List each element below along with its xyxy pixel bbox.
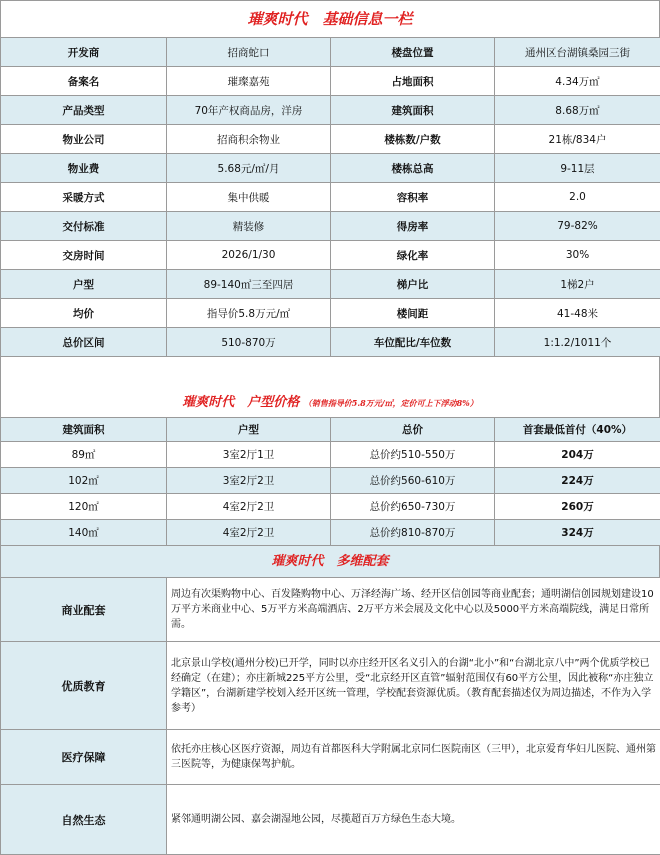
amenity-row <box>1 785 660 855</box>
table-cell: 89㎡ <box>1 442 167 468</box>
table-row <box>1 212 660 241</box>
table-row <box>1 183 660 212</box>
basic-info-title-bar <box>0 0 660 37</box>
amenity-row <box>1 730 660 785</box>
field-value: 30% <box>495 241 660 270</box>
table-cell: 3室2厅1卫 <box>167 442 331 468</box>
table-cell: 224万 <box>495 468 660 494</box>
basic-info-table <box>0 37 660 357</box>
table-row <box>1 154 660 183</box>
field-label: 产品类型 <box>1 96 167 125</box>
field-label: 均价 <box>1 299 167 328</box>
basic-info-title: 璀爽时代 基础信息一栏 <box>247 10 412 28</box>
field-value: 璀璨嘉苑 <box>167 67 331 96</box>
field-label: 车位配比/车位数 <box>331 328 495 357</box>
field-value: 89-140㎡三至四居 <box>167 270 331 299</box>
field-value: 5.68元/㎡/月 <box>167 154 331 183</box>
field-label: 楼间距 <box>331 299 495 328</box>
field-value: 1梯2户 <box>495 270 660 299</box>
field-value: 招商积余物业 <box>167 125 331 154</box>
field-label: 楼栋总高 <box>331 154 495 183</box>
section-gap <box>0 357 660 389</box>
table-row <box>1 520 660 546</box>
field-label: 绿化率 <box>331 241 495 270</box>
table-row <box>1 96 660 125</box>
table-cell: 4室2厅2卫 <box>167 494 331 520</box>
field-label: 得房率 <box>331 212 495 241</box>
field-label: 备案名 <box>1 67 167 96</box>
table-cell: 总价约510-550万 <box>331 442 495 468</box>
column-header: 首套最低首付（40%） <box>495 418 660 442</box>
table-row <box>1 125 660 154</box>
amenity-label: 商业配套 <box>1 578 167 642</box>
field-label: 交房时间 <box>1 241 167 270</box>
amenity-description: 北京景山学校(通州分校)已开学，同时以亦庄经开区名义引入的台湖“北小”和“台湖北京八中”两个优质学校已经确定（在建）；亦庄新城225平方公里，受“北京经开区直管”辐射范围仅有60平方公里，因此被称“亦庄独立学籍区”，台湖新建学校划入经开区统一管理，学校配套资源优质。（教育配套描述仅为周边描述，不作为入学参考） <box>167 642 660 730</box>
field-value: 41-48米 <box>495 299 660 328</box>
amenity-description: 周边有次渠购物中心、百发隆购物中心、万泽经海广场、经开区信创园等商业配套；通明湖信创园规划建设10万平方米商业中心、5万平方米高端酒店、2万平方米会展及文化中心以及5000平方米高端院线，满足日常所需。 <box>167 578 660 642</box>
field-label: 开发商 <box>1 38 167 67</box>
field-label: 容积率 <box>331 183 495 212</box>
table-row <box>1 270 660 299</box>
field-value: 指导价5.8万元/㎡ <box>167 299 331 328</box>
field-value: 集中供暖 <box>167 183 331 212</box>
field-label: 楼栋数/户数 <box>331 125 495 154</box>
field-value: 8.68万㎡ <box>495 96 660 125</box>
unit-price-title-bar <box>0 389 660 417</box>
table-cell: 120㎡ <box>1 494 167 520</box>
amenity-label: 优质教育 <box>1 642 167 730</box>
table-row <box>1 328 660 357</box>
field-value: 9-11层 <box>495 154 660 183</box>
table-row <box>1 299 660 328</box>
table-row <box>1 442 660 468</box>
table-row <box>1 241 660 270</box>
amenity-label: 自然生态 <box>1 785 167 855</box>
amenities-title: 璀爽时代 多维配套 <box>271 554 388 569</box>
table-row <box>1 468 660 494</box>
column-header: 户型 <box>167 418 331 442</box>
table-cell: 总价约650-730万 <box>331 494 495 520</box>
field-value: 79-82% <box>495 212 660 241</box>
field-label: 占地面积 <box>331 67 495 96</box>
field-label: 建筑面积 <box>331 96 495 125</box>
unit-price-note: （销售指导价5.8万元/㎡，定价可上下浮动8%） <box>304 398 478 408</box>
column-header: 总价 <box>331 418 495 442</box>
field-value: 通州区台湖镇桑园三街 <box>495 38 660 67</box>
unit-price-title: 璀爽时代 户型价格 <box>182 395 299 410</box>
table-row <box>1 67 660 96</box>
unit-price-table <box>0 417 660 546</box>
table-cell: 4室2厅2卫 <box>167 520 331 546</box>
table-cell: 324万 <box>495 520 660 546</box>
field-value: 招商蛇口 <box>167 38 331 67</box>
table-cell: 260万 <box>495 494 660 520</box>
table-header-row <box>1 418 660 442</box>
field-label: 交付标准 <box>1 212 167 241</box>
amenity-description: 依托亦庄核心区医疗资源，周边有首都医科大学附属北京同仁医院南区（三甲），北京爱育华妇儿医院、通州第三医院等，为健康保驾护航。 <box>167 730 660 785</box>
field-label: 梯户比 <box>331 270 495 299</box>
field-label: 总价区间 <box>1 328 167 357</box>
table-cell: 总价约560-610万 <box>331 468 495 494</box>
field-value: 4.34万㎡ <box>495 67 660 96</box>
amenity-row <box>1 642 660 730</box>
amenities-title-bar <box>0 545 660 577</box>
field-label: 楼盘位置 <box>331 38 495 67</box>
amenity-label: 医疗保障 <box>1 730 167 785</box>
field-value: 70年产权商品房，洋房 <box>167 96 331 125</box>
field-value: 1:1.2/1011个 <box>495 328 660 357</box>
field-label: 物业公司 <box>1 125 167 154</box>
column-header: 建筑面积 <box>1 418 167 442</box>
table-cell: 140㎡ <box>1 520 167 546</box>
table-cell: 3室2厅2卫 <box>167 468 331 494</box>
table-row <box>1 494 660 520</box>
amenities-table <box>0 577 660 855</box>
table-cell: 总价约810-870万 <box>331 520 495 546</box>
table-row <box>1 38 660 67</box>
table-cell: 102㎡ <box>1 468 167 494</box>
field-value: 21栋/834户 <box>495 125 660 154</box>
amenity-row <box>1 578 660 642</box>
field-value: 510-870万 <box>167 328 331 357</box>
field-value: 精装修 <box>167 212 331 241</box>
field-value: 2026/1/30 <box>167 241 331 270</box>
field-label: 物业费 <box>1 154 167 183</box>
field-value: 2.0 <box>495 183 660 212</box>
amenity-description: 紧邻通明湖公园、嘉会湖湿地公园，尽揽超百万方绿色生态大境。 <box>167 785 660 855</box>
table-cell: 204万 <box>495 442 660 468</box>
field-label: 户型 <box>1 270 167 299</box>
field-label: 采暖方式 <box>1 183 167 212</box>
